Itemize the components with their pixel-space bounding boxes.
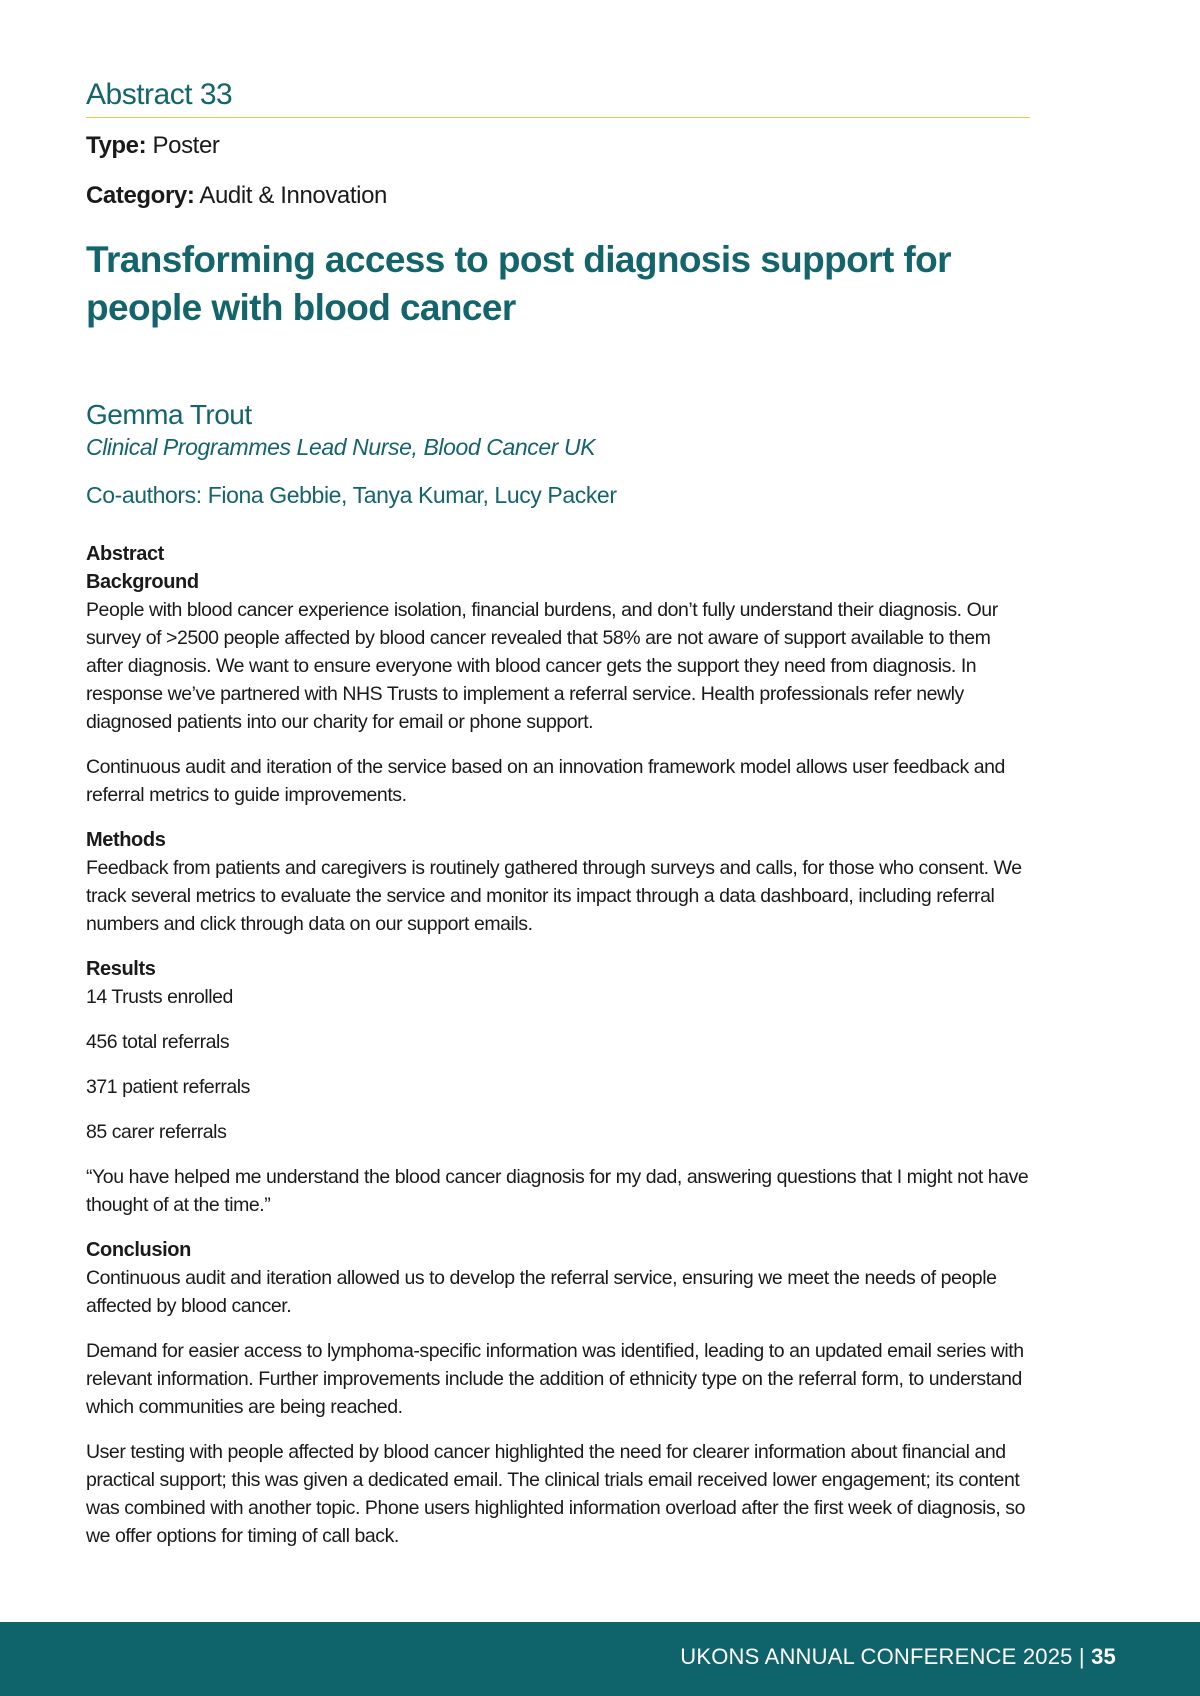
type-value: Poster — [152, 132, 220, 159]
background-paragraph-1: People with blood cancer experience isolation, financial burdens, and don’t fully understand their diagnosis. Our survey of >2500 people affected by blood cancer revealed that 58% are not aware of support available to them after diagnosis. We want to ensure everyone with blood cancer gets the support they need from diagnosis. In response we’ve partnered with NHS Trusts to implement a referral service. Health professionals refer newly diagnosed patients into our charity for email or phone support. — [86, 599, 998, 733]
abstract-heading: Abstract — [86, 543, 164, 565]
results-heading: Results — [86, 958, 156, 980]
conclusion-paragraph-1: Continuous audit and iteration allowed us to develop the referral service, ensuring we meet the needs of people affected by blood cancer. — [86, 1267, 997, 1317]
category-line — [86, 182, 1030, 210]
category-label: Category: — [86, 182, 195, 209]
results-item: 456 total referrals — [86, 1031, 230, 1053]
conclusion-paragraph-3: User testing with people affected by blood cancer highlighted the need for clearer information about financial and practical support; this was given a dedicated email. The clinical trials email received lower engagement; its content was combined with another topic. Phone users highlighted information overload after the first week of diagnosis, so we offer options for timing of call back. — [86, 1441, 1025, 1547]
background-paragraph-2: Continuous audit and iteration of the service based on an innovation framework model allows user feedback and referral metrics to guide improvements. — [86, 756, 1005, 806]
footer-separator: | — [1078, 1644, 1085, 1669]
methods-heading: Methods — [86, 829, 166, 851]
results-item: 14 Trusts enrolled — [86, 986, 233, 1008]
page-footer — [0, 1622, 1200, 1696]
background-heading: Background — [86, 571, 199, 593]
abstract-number: Abstract 33 — [86, 78, 1030, 118]
results-item: 85 carer referrals — [86, 1121, 227, 1143]
methods-paragraph-1: Feedback from patients and caregivers is routinely gathered through surveys and calls, for those who consent. We track several metrics to evaluate the service and monitor its impact through a data dashboard, including referral numbers and click through data on our support emails. — [86, 857, 1022, 935]
type-label: Type: — [86, 132, 147, 159]
abstract-page — [86, 78, 1030, 1567]
author-name: Gemma Trout — [86, 399, 252, 430]
conclusion-paragraph-2: Demand for easier access to lymphoma-specific information was identified, leading to an updated email series with relevant information. Further improvements include the addition of ethnicity type on the referral form, to understand which communities are being reached. — [86, 1340, 1024, 1418]
abstract-title: Transforming access to post diagnosis support for people with blood cancer — [86, 239, 951, 328]
results-item: 371 patient referrals — [86, 1076, 250, 1098]
results-quote: “You have helped me understand the blood cancer diagnosis for my dad, answering questions that I might not have thought of at the time.” — [86, 1166, 1029, 1216]
type-line — [86, 132, 1030, 160]
footer-text — [680, 1644, 1116, 1670]
conference-name: UKONS ANNUAL CONFERENCE 2025 — [680, 1644, 1073, 1669]
coauthors: Co-authors: Fiona Gebbie, Tanya Kumar, Lucy Packer — [86, 482, 617, 508]
author-role: Clinical Programmes Lead Nurse, Blood Cancer UK — [86, 434, 596, 460]
conclusion-heading: Conclusion — [86, 1239, 191, 1261]
page-number: 35 — [1091, 1644, 1116, 1669]
category-value: Audit & Innovation — [199, 182, 387, 209]
